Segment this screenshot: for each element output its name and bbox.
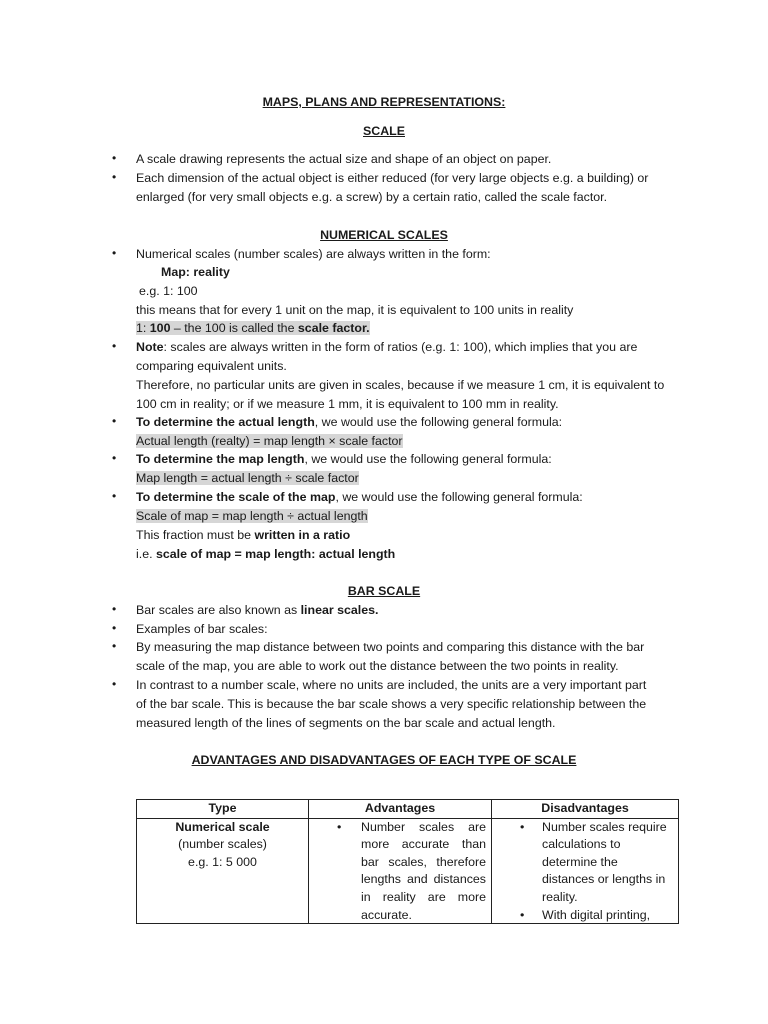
advantages-cell (309, 818, 492, 923)
scale-heading: SCALE (363, 124, 405, 138)
bullet-icon: • (112, 639, 117, 653)
bullet-icon: • (112, 151, 117, 165)
type-name: Numerical scale (175, 819, 270, 834)
bullet-icon: • (112, 246, 117, 260)
map-length-instruction: To determine the map length, we would use the following general formula: (136, 452, 552, 466)
note-line-3: Therefore, no particular units are given in scales, because if we measure 1 cm, it is equivalent to (136, 378, 665, 392)
scale-bullet-1: A scale drawing represents the actual size and shape of an object on paper. (136, 152, 552, 166)
numerical-bullet-1: Numerical scales (number scales) are always written in the form: (136, 247, 491, 261)
type-cell (137, 818, 309, 923)
bullet-icon: • (112, 602, 117, 616)
scale-bullet-2-line-1: Each dimension of the actual object is either reduced (for very large objects e.g. a building) or (136, 171, 649, 185)
bullet-icon: • (112, 339, 117, 353)
scale-bullet-2-line-2: enlarged (for very small objects e.g. a screw) by a certain ratio, called the scale factor. (136, 190, 608, 204)
scale-of-map-instruction: To determine the scale of the map, we would use the following general formula: (136, 490, 583, 504)
disadvantage-2-text: With digital printing, (542, 907, 651, 922)
disadvantages-column-header: Disadvantages (492, 800, 679, 819)
bullet-icon: • (520, 819, 525, 834)
note-line-1: Note: scales are always written in the form of ratios (e.g. 1: 100), which implies that you are (136, 340, 638, 354)
map-reality-form: Map: reality (161, 265, 230, 279)
bullet-icon: • (112, 621, 117, 635)
bullet-icon: • (337, 819, 342, 834)
actual-length-formula: Actual length (realty) = map length × scale factor (136, 434, 403, 448)
disadvantage-1-text: Number scales require calculations to determine the distances or lengths in reality. (542, 819, 667, 904)
disadvantages-cell (492, 818, 679, 923)
bar-scale-heading: BAR SCALE (347, 584, 421, 598)
note-line-2: comparing equivalent units. (136, 359, 287, 373)
type-subtitle: (number scales) (178, 837, 267, 852)
bar-bullet-2: Examples of bar scales: (136, 622, 268, 636)
bar-bullet-1: Bar scales are also known as linear scales. (136, 603, 379, 617)
table-header-row (137, 800, 679, 819)
bullet-icon: • (112, 414, 117, 428)
bullet-icon: • (112, 677, 117, 691)
bar-bullet-3-line-2: scale of the map, you are able to work out the distance between the two points in reality. (136, 659, 619, 673)
ratio-meaning: this means that for every 1 unit on the map, it is equivalent to 100 units in reality (136, 303, 574, 317)
scale-of-map-ratio: i.e. scale of map = map length: actual length (136, 547, 396, 561)
advantages-column-header: Advantages (309, 800, 492, 819)
advantages-heading: ADVANTAGES AND DISADVANTAGES OF EACH TYPE OF SCALE (191, 753, 577, 767)
scale-factor-line: 1: 100 – the 100 is called the scale factor. (136, 321, 370, 335)
document-title: MAPS, PLANS AND REPRESENTATIONS: (262, 95, 506, 109)
type-example: e.g. 1: 5 000 (188, 854, 257, 869)
bullet-icon: • (112, 170, 117, 184)
bar-bullet-4-line-2: of the bar scale. This is because the bar scale shows a very specific relationship between the (136, 697, 647, 711)
example-ratio: e.g. 1: 100 (139, 284, 198, 298)
bar-bullet-4-line-3: measured length of the lines of segments on the bar scale and actual length. (136, 716, 556, 730)
bullet-icon: • (112, 451, 117, 465)
numerical-scales-heading: NUMERICAL SCALES (320, 228, 448, 242)
scale-comparison-table (136, 799, 679, 924)
scale-of-map-formula: Scale of map = map length ÷ actual length (136, 509, 368, 523)
ratio-requirement: This fraction must be written in a ratio (136, 528, 351, 542)
bar-bullet-3-line-1: By measuring the map distance between two points and comparing this distance with the bar (136, 640, 645, 654)
bullet-icon: • (520, 907, 525, 922)
advantage-text: Number scales are more accurate than bar scales, therefore lengths and distances in reality are more accurate. (361, 819, 486, 922)
actual-length-instruction: To determine the actual length, we would use the following general formula: (136, 415, 563, 429)
type-column-header: Type (137, 800, 309, 819)
bar-bullet-4-line-1: In contrast to a number scale, where no units are included, the units are a very important part (136, 678, 647, 692)
table-row (137, 818, 679, 923)
map-length-formula: Map length = actual length ÷ scale factor (136, 471, 359, 485)
bullet-icon: • (112, 489, 117, 503)
note-line-4: 100 cm in reality; or if we measure 1 mm, it is equivalent to 100 mm in reality. (136, 397, 559, 411)
